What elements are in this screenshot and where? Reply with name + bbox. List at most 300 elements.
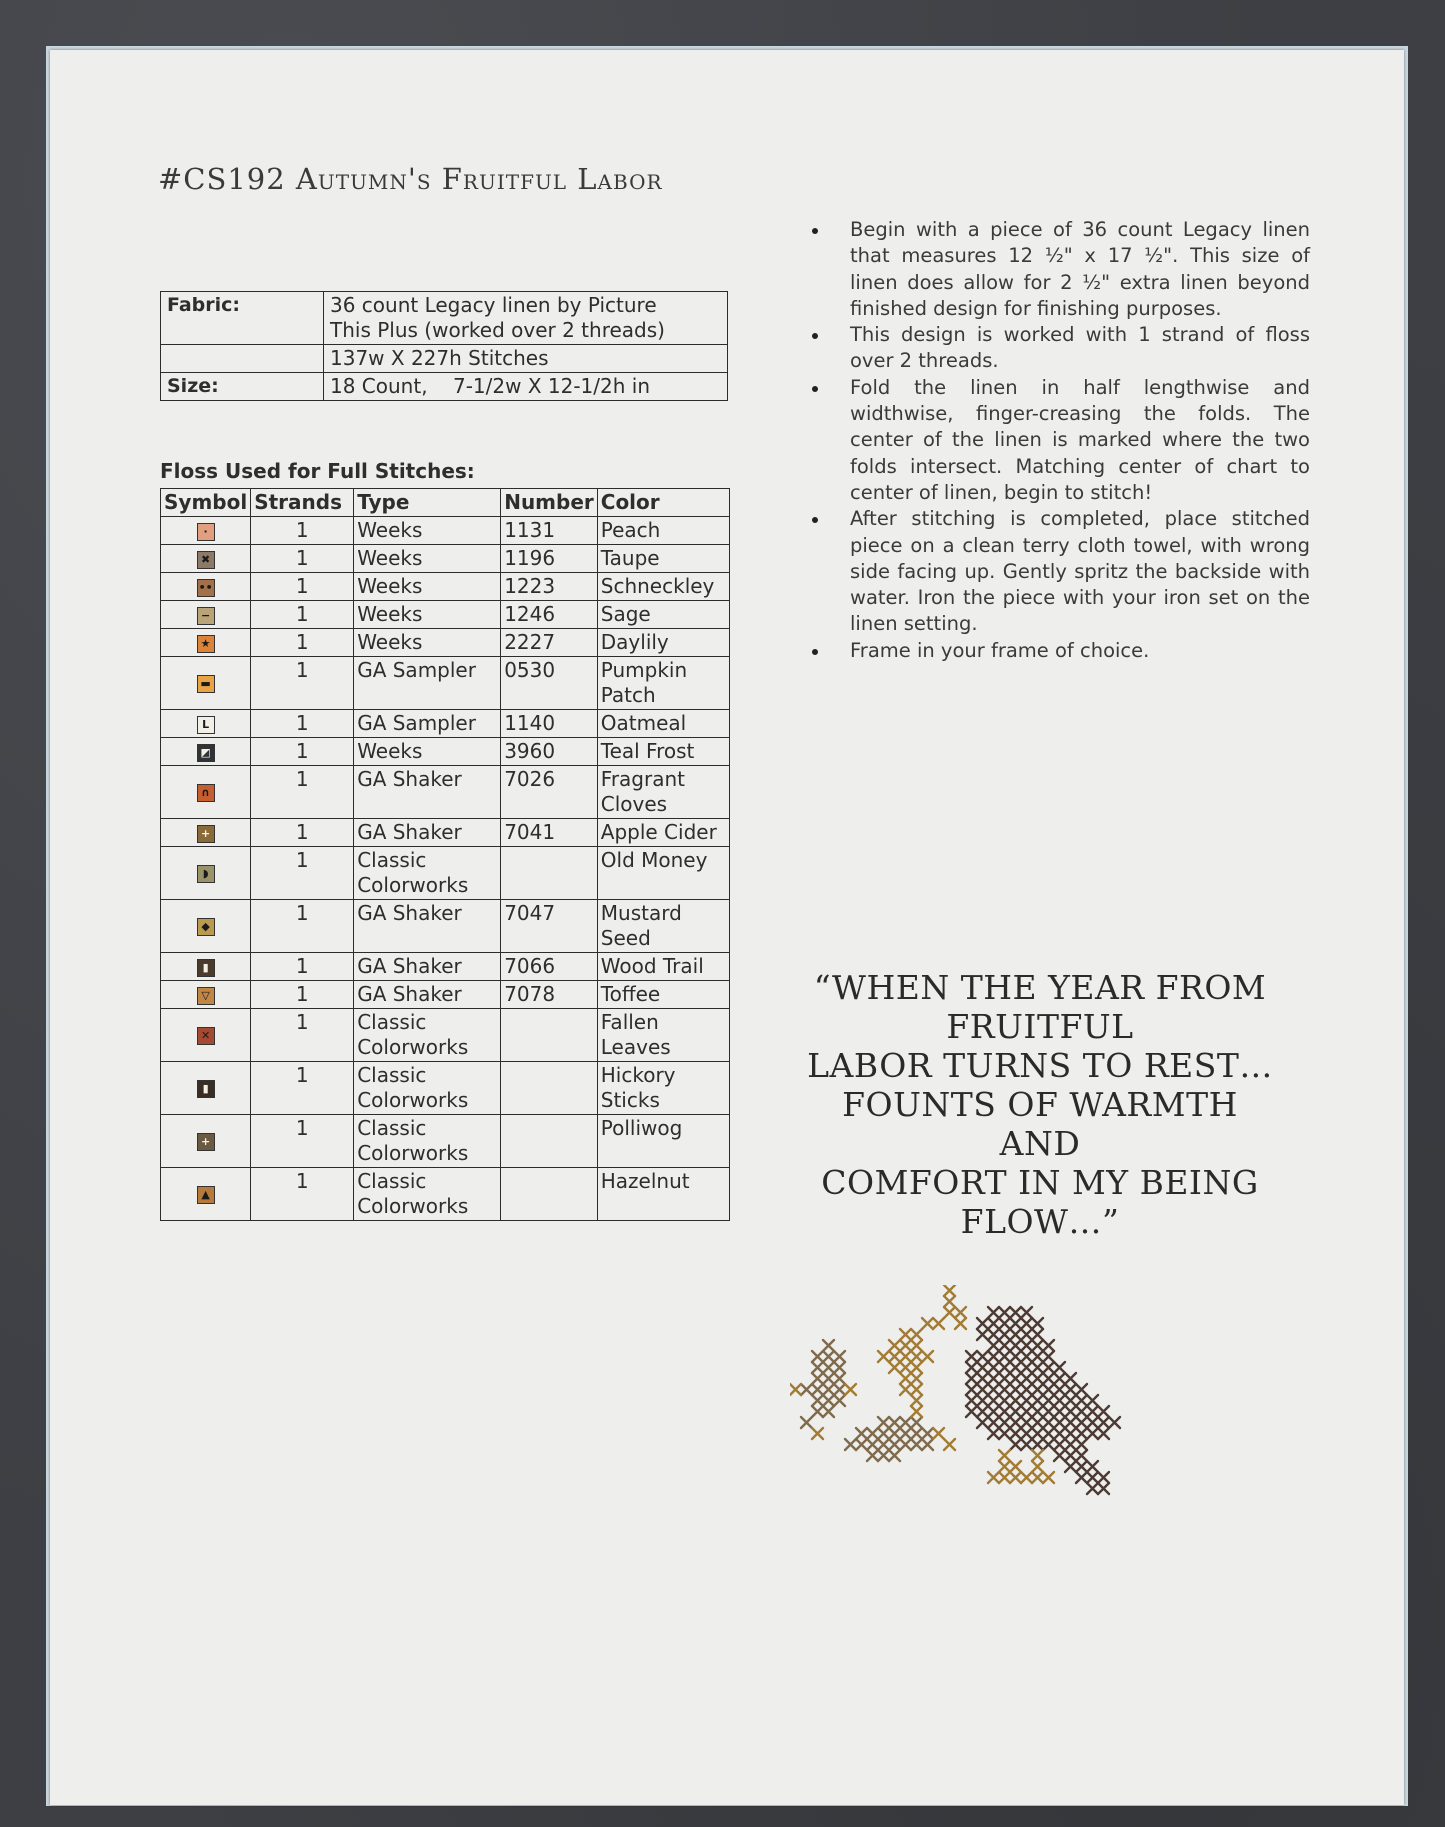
floss-swatch-icon: ✖ <box>197 551 215 569</box>
fabric-value-line2: This Plus (worked over 2 threads) <box>330 318 665 342</box>
header-symbol: Symbol <box>161 489 251 517</box>
floss-row <box>161 517 730 545</box>
stitch-mark <box>900 1329 911 1340</box>
floss-color-name: Sage <box>597 601 729 629</box>
floss-type: Classic Colorworks <box>354 1168 501 1221</box>
stitch-mark <box>1010 1340 1021 1351</box>
fabric-label: Fabric: <box>161 292 324 345</box>
header-type: Type <box>354 489 501 517</box>
floss-table <box>160 488 730 1221</box>
stitch-mark <box>1043 1373 1054 1384</box>
stitch-mark <box>878 1428 889 1439</box>
floss-symbol-cell <box>161 1009 251 1062</box>
stitch-mark <box>933 1428 944 1439</box>
stitch-mark <box>1010 1318 1021 1329</box>
floss-type: Classic Colorworks <box>354 847 501 900</box>
stitch-mark <box>1054 1395 1065 1406</box>
floss-number: 2227 <box>501 629 598 657</box>
stitch-mark <box>999 1428 1010 1439</box>
stitch-mark <box>999 1340 1010 1351</box>
stitch-mark <box>933 1318 944 1329</box>
floss-color-name: Hickory Sticks <box>597 1062 729 1115</box>
stitch-mark <box>999 1461 1010 1472</box>
stitch-mark <box>823 1373 834 1384</box>
floss-type: Weeks <box>354 601 501 629</box>
stitch-mark <box>1021 1362 1032 1373</box>
stitch-mark <box>900 1439 911 1450</box>
stitch-mark <box>944 1296 955 1307</box>
stitch-mark <box>1076 1384 1087 1395</box>
stitch-mark <box>889 1362 900 1373</box>
stitch-mark <box>834 1395 845 1406</box>
floss-symbol-cell <box>161 1168 251 1221</box>
instruction-item: This design is worked with 1 strand of floss over 2 threads. <box>808 322 1310 375</box>
floss-row <box>161 900 730 953</box>
quote <box>800 968 1280 1241</box>
floss-heading: Floss Used for Full Stitches: <box>160 459 475 483</box>
stitch-mark <box>999 1384 1010 1395</box>
floss-symbol-cell <box>161 573 251 601</box>
floss-type: Classic Colorworks <box>354 1115 501 1168</box>
floss-swatch-icon: ▲ <box>197 1186 215 1204</box>
stitch-mark <box>1054 1406 1065 1417</box>
stitch-mark <box>911 1428 922 1439</box>
stitch-mark <box>801 1384 812 1395</box>
stitch-mark <box>1010 1384 1021 1395</box>
stitch-mark <box>1010 1395 1021 1406</box>
floss-type: GA Shaker <box>354 981 501 1009</box>
floss-strands: 1 <box>251 1115 354 1168</box>
floss-number: 1131 <box>501 517 598 545</box>
floss-color-name: Mustard Seed <box>597 900 729 953</box>
floss-swatch-icon: ▬ <box>197 675 215 693</box>
stitch-mark <box>999 1417 1010 1428</box>
fabric-table <box>160 291 728 401</box>
stitch-mark <box>999 1373 1010 1384</box>
stitch-mark <box>944 1439 955 1450</box>
stitch-mark <box>1032 1318 1043 1329</box>
stitch-mark <box>1065 1384 1076 1395</box>
floss-row <box>161 819 730 847</box>
floss-type: GA Sampler <box>354 710 501 738</box>
stitch-mark <box>1098 1483 1109 1494</box>
floss-strands: 1 <box>251 819 354 847</box>
stitch-mark <box>1021 1472 1032 1483</box>
floss-swatch-icon: ★ <box>197 635 215 653</box>
stitch-mark <box>834 1373 845 1384</box>
instruction-item: Fold the linen in half lengthwise and widthwise, finger-creasing the folds. The center of the linen is marked where the two folds intersect. Matching center of chart to center of linen, begin to stitch! <box>808 375 1310 506</box>
stitch-mark <box>988 1351 999 1362</box>
stitch-mark <box>1032 1428 1043 1439</box>
stitch-mark <box>1032 1439 1043 1450</box>
quote-line: COMFORT IN MY BEING <box>821 1163 1259 1202</box>
stitch-mark <box>1043 1417 1054 1428</box>
floss-strands: 1 <box>251 766 354 819</box>
floss-type: GA Sampler <box>354 657 501 710</box>
floss-strands: 1 <box>251 629 354 657</box>
stitch-mark <box>988 1329 999 1340</box>
stitch-mark <box>911 1373 922 1384</box>
stitch-mark <box>911 1340 922 1351</box>
stitch-mark <box>878 1450 889 1461</box>
floss-row <box>161 1168 730 1221</box>
stitch-mark <box>1065 1417 1076 1428</box>
floss-strands: 1 <box>251 738 354 766</box>
stitch-mark <box>801 1417 812 1428</box>
stitch-mark <box>1043 1439 1054 1450</box>
stitch-mark <box>900 1428 911 1439</box>
floss-type: Classic Colorworks <box>354 1062 501 1115</box>
stitch-mark <box>1021 1395 1032 1406</box>
floss-type: GA Shaker <box>354 900 501 953</box>
stitch-mark <box>999 1472 1010 1483</box>
stitch-mark <box>878 1351 889 1362</box>
floss-type: GA Shaker <box>354 819 501 847</box>
stitch-mark <box>867 1439 878 1450</box>
stitch-mark <box>823 1351 834 1362</box>
stitch-mark <box>1010 1417 1021 1428</box>
floss-row <box>161 601 730 629</box>
stitch-mark <box>790 1384 801 1395</box>
floss-strands: 1 <box>251 1062 354 1115</box>
floss-symbol-cell <box>161 953 251 981</box>
stitch-mark <box>977 1417 988 1428</box>
stitch-mark <box>1021 1351 1032 1362</box>
stitch-mark <box>1065 1450 1076 1461</box>
stitch-mark <box>1054 1417 1065 1428</box>
floss-swatch-icon: · <box>197 523 215 541</box>
stitch-mark <box>1065 1439 1076 1450</box>
stitch-mark <box>1010 1307 1021 1318</box>
stitch-mark <box>988 1362 999 1373</box>
stitch-mark <box>1021 1318 1032 1329</box>
stitch-mark <box>1087 1472 1098 1483</box>
floss-row <box>161 573 730 601</box>
floss-color-name: Oatmeal <box>597 710 729 738</box>
stitch-mark <box>988 1318 999 1329</box>
stitch-mark <box>1021 1307 1032 1318</box>
stitch-mark <box>889 1428 900 1439</box>
floss-row <box>161 1062 730 1115</box>
floss-color-name: Toffee <box>597 981 729 1009</box>
stitch-mark <box>1032 1384 1043 1395</box>
stitch-mark <box>856 1428 867 1439</box>
stitch-mark <box>1054 1384 1065 1395</box>
stitch-mark <box>1098 1417 1109 1428</box>
stitch-count: 137w X 227h Stitches <box>324 345 728 373</box>
stitch-mark <box>911 1439 922 1450</box>
stitch-mark <box>812 1373 823 1384</box>
floss-strands: 1 <box>251 601 354 629</box>
stitch-mark <box>1021 1329 1032 1340</box>
stitch-mark <box>955 1307 966 1318</box>
stitch-mark <box>1087 1461 1098 1472</box>
stitch-mark <box>1098 1406 1109 1417</box>
stitch-mark <box>1010 1329 1021 1340</box>
floss-number: 1223 <box>501 573 598 601</box>
pattern-title: #CS192 Autumn's Fruitful Labor <box>158 162 663 196</box>
stitch-mark <box>988 1384 999 1395</box>
instructions-list <box>808 217 1310 664</box>
stitch-mark <box>1109 1417 1120 1428</box>
stitch-mark <box>944 1307 955 1318</box>
stitch-mark <box>1054 1428 1065 1439</box>
stitch-mark <box>812 1384 823 1395</box>
floss-symbol-cell <box>161 710 251 738</box>
stitch-mark <box>889 1417 900 1428</box>
stitch-mark <box>878 1439 889 1450</box>
floss-swatch-icon: + <box>197 1133 215 1151</box>
stitch-mark <box>1076 1428 1087 1439</box>
floss-color-name: Apple Cider <box>597 819 729 847</box>
floss-type: Classic Colorworks <box>354 1009 501 1062</box>
floss-symbol-cell <box>161 847 251 900</box>
stitch-mark <box>1076 1450 1087 1461</box>
stitch-mark <box>1032 1406 1043 1417</box>
stitch-mark <box>1043 1395 1054 1406</box>
stitch-mark <box>1076 1417 1087 1428</box>
stitch-mark <box>1065 1461 1076 1472</box>
stitch-mark <box>1032 1340 1043 1351</box>
stitch-mark <box>988 1307 999 1318</box>
floss-symbol-cell <box>161 629 251 657</box>
stitch-mark <box>834 1351 845 1362</box>
floss-color-name: Pumpkin Patch <box>597 657 729 710</box>
stitch-mark <box>1021 1340 1032 1351</box>
floss-strands: 1 <box>251 847 354 900</box>
floss-number: 1246 <box>501 601 598 629</box>
stitch-mark <box>1087 1395 1098 1406</box>
stitch-mark <box>1054 1362 1065 1373</box>
stitch-mark <box>1032 1373 1043 1384</box>
stitch-mark <box>911 1384 922 1395</box>
floss-strands: 1 <box>251 710 354 738</box>
stitch-mark <box>922 1428 933 1439</box>
stitch-mark <box>900 1362 911 1373</box>
floss-swatch-icon: ∩ <box>197 784 215 802</box>
stitch-mark <box>1065 1373 1076 1384</box>
stitch-mark <box>911 1351 922 1362</box>
stitch-mark <box>977 1395 988 1406</box>
stitch-mark <box>1054 1450 1065 1461</box>
bird-stitch-illustration <box>790 1285 1270 1625</box>
floss-strands: 1 <box>251 1168 354 1221</box>
stitch-mark <box>1043 1428 1054 1439</box>
header-color: Color <box>597 489 729 517</box>
floss-strands: 1 <box>251 657 354 710</box>
floss-row <box>161 545 730 573</box>
quote-line: LABOR TURNS TO REST… <box>807 1046 1273 1085</box>
size-value: 18 Count, 7-1/2w X 12-1/2h in <box>324 373 728 401</box>
floss-color-name: Wood Trail <box>597 953 729 981</box>
instruction-item: Begin with a piece of 36 count Legacy linen that measures 12 ½" x 17 ½". This size of linen does allow for 2 ½" extra linen beyond finished design for finishing purposes. <box>808 217 1310 322</box>
floss-row <box>161 847 730 900</box>
stitch-mark <box>1043 1351 1054 1362</box>
floss-number: 7041 <box>501 819 598 847</box>
stitch-mark <box>1010 1362 1021 1373</box>
stitch-mark <box>911 1362 922 1373</box>
stitch-mark <box>1032 1362 1043 1373</box>
stitch-mark <box>1032 1417 1043 1428</box>
floss-swatch-icon: + <box>197 825 215 843</box>
floss-swatch-icon: ◆ <box>197 918 215 936</box>
stitch-mark <box>988 1472 999 1483</box>
stitch-mark <box>1043 1362 1054 1373</box>
floss-row <box>161 657 730 710</box>
stitch-mark <box>900 1373 911 1384</box>
stitch-mark <box>966 1362 977 1373</box>
stitch-mark <box>900 1384 911 1395</box>
floss-row <box>161 710 730 738</box>
stitch-mark <box>999 1318 1010 1329</box>
stitch-mark <box>1054 1439 1065 1450</box>
stitch-mark <box>1010 1351 1021 1362</box>
floss-row <box>161 629 730 657</box>
floss-swatch-icon: − <box>197 607 215 625</box>
stitch-mark <box>1021 1417 1032 1428</box>
fabric-value <box>324 292 728 345</box>
stitch-mark <box>1043 1472 1054 1483</box>
stitch-mark <box>1076 1395 1087 1406</box>
floss-type: Weeks <box>354 517 501 545</box>
stitch-mark <box>1065 1406 1076 1417</box>
floss-symbol-cell <box>161 1062 251 1115</box>
stitch-mark <box>1010 1439 1021 1450</box>
stitch-mark <box>823 1362 834 1373</box>
floss-number: 7066 <box>501 953 598 981</box>
stitch-mark <box>1010 1406 1021 1417</box>
floss-row <box>161 981 730 1009</box>
floss-number <box>501 1115 598 1168</box>
stitch-mark <box>1010 1461 1021 1472</box>
stitch-mark <box>977 1384 988 1395</box>
stitch-mark <box>966 1351 977 1362</box>
stitch-mark <box>1032 1395 1043 1406</box>
stitch-mark <box>922 1318 933 1329</box>
floss-number: 3960 <box>501 738 598 766</box>
stitch-mark <box>823 1406 834 1417</box>
floss-symbol-cell <box>161 1115 251 1168</box>
floss-symbol-cell <box>161 738 251 766</box>
stitch-mark <box>999 1450 1010 1461</box>
floss-symbol-cell <box>161 601 251 629</box>
stitch-mark <box>911 1406 922 1417</box>
floss-symbol-cell <box>161 657 251 710</box>
stitch-mark <box>889 1439 900 1450</box>
floss-row <box>161 1009 730 1062</box>
floss-color-name: Hazelnut <box>597 1168 729 1221</box>
stitch-mark <box>845 1384 856 1395</box>
stitch-mark <box>1054 1373 1065 1384</box>
floss-number <box>501 847 598 900</box>
floss-swatch-icon: ▮ <box>197 1080 215 1098</box>
stitch-mark <box>1032 1461 1043 1472</box>
instruction-item: After stitching is completed, place stitched piece on a clean terry cloth towel, with wrong side facing up. Gently spritz the backside with water. Iron the piece with your iron set on the linen setting. <box>808 506 1310 637</box>
stitch-mark <box>1098 1472 1109 1483</box>
stitch-mark <box>1087 1417 1098 1428</box>
stitch-mark <box>812 1362 823 1373</box>
floss-color-name: Polliwog <box>597 1115 729 1168</box>
floss-type: GA Shaker <box>354 766 501 819</box>
floss-type: Weeks <box>354 738 501 766</box>
stitch-mark <box>1065 1428 1076 1439</box>
floss-number <box>501 1062 598 1115</box>
stitch-mark <box>823 1395 834 1406</box>
floss-strands: 1 <box>251 1009 354 1062</box>
stitch-mark <box>977 1351 988 1362</box>
stitch-mark <box>856 1439 867 1450</box>
stitch-mark <box>812 1351 823 1362</box>
stitch-mark <box>911 1329 922 1340</box>
stitch-mark <box>889 1450 900 1461</box>
floss-type: GA Shaker <box>354 953 501 981</box>
floss-row <box>161 766 730 819</box>
stitch-mark <box>1043 1406 1054 1417</box>
stitch-mark <box>867 1450 878 1461</box>
floss-color-name: Teal Frost <box>597 738 729 766</box>
stitch-mark <box>955 1318 966 1329</box>
header-number: Number <box>501 489 598 517</box>
stitch-mark <box>988 1417 999 1428</box>
stitch-mark <box>1032 1472 1043 1483</box>
floss-swatch-icon: ▮ <box>197 959 215 977</box>
stitch-mark <box>1021 1406 1032 1417</box>
floss-swatch-icon: ✕ <box>197 1027 215 1045</box>
stitch-mark <box>1043 1384 1054 1395</box>
stitch-mark <box>1076 1439 1087 1450</box>
stitch-mark <box>1087 1406 1098 1417</box>
floss-swatch-icon: ◩ <box>197 744 215 762</box>
floss-number: 7078 <box>501 981 598 1009</box>
stitch-mark <box>999 1329 1010 1340</box>
quote-line: FRUITFUL <box>946 1007 1134 1046</box>
floss-type: Weeks <box>354 629 501 657</box>
fabric-value-line1: 36 count Legacy linen by Picture <box>330 293 657 317</box>
floss-strands: 1 <box>251 981 354 1009</box>
floss-number: 7026 <box>501 766 598 819</box>
stitch-mark <box>889 1351 900 1362</box>
floss-rows <box>161 517 730 1221</box>
size-label: Size: <box>161 373 324 401</box>
stitch-mark <box>1032 1450 1043 1461</box>
stitch-mark <box>944 1285 955 1296</box>
quote-line: FLOW…” <box>960 1202 1120 1241</box>
stitch-mark <box>999 1406 1010 1417</box>
floss-number <box>501 1168 598 1221</box>
floss-symbol-cell <box>161 819 251 847</box>
stitch-mark <box>823 1384 834 1395</box>
floss-row <box>161 1115 730 1168</box>
stitch-mark <box>834 1384 845 1395</box>
stitch-mark <box>911 1395 922 1406</box>
stitch-mark <box>922 1351 933 1362</box>
floss-number: 0530 <box>501 657 598 710</box>
stitch-mark <box>834 1362 845 1373</box>
stitch-mark <box>812 1406 823 1417</box>
floss-color-name: Peach <box>597 517 729 545</box>
stitch-mark <box>1076 1472 1087 1483</box>
stitch-mark <box>845 1439 856 1450</box>
stitch-mark <box>966 1384 977 1395</box>
floss-number: 7047 <box>501 900 598 953</box>
stitch-mark <box>812 1428 823 1439</box>
stitch-mark <box>988 1373 999 1384</box>
stitch-mark <box>999 1351 1010 1362</box>
floss-number <box>501 1009 598 1062</box>
floss-header-row <box>161 489 730 517</box>
instruction-item: Frame in your frame of choice. <box>808 638 1310 664</box>
floss-color-name: Fragrant Cloves <box>597 766 729 819</box>
